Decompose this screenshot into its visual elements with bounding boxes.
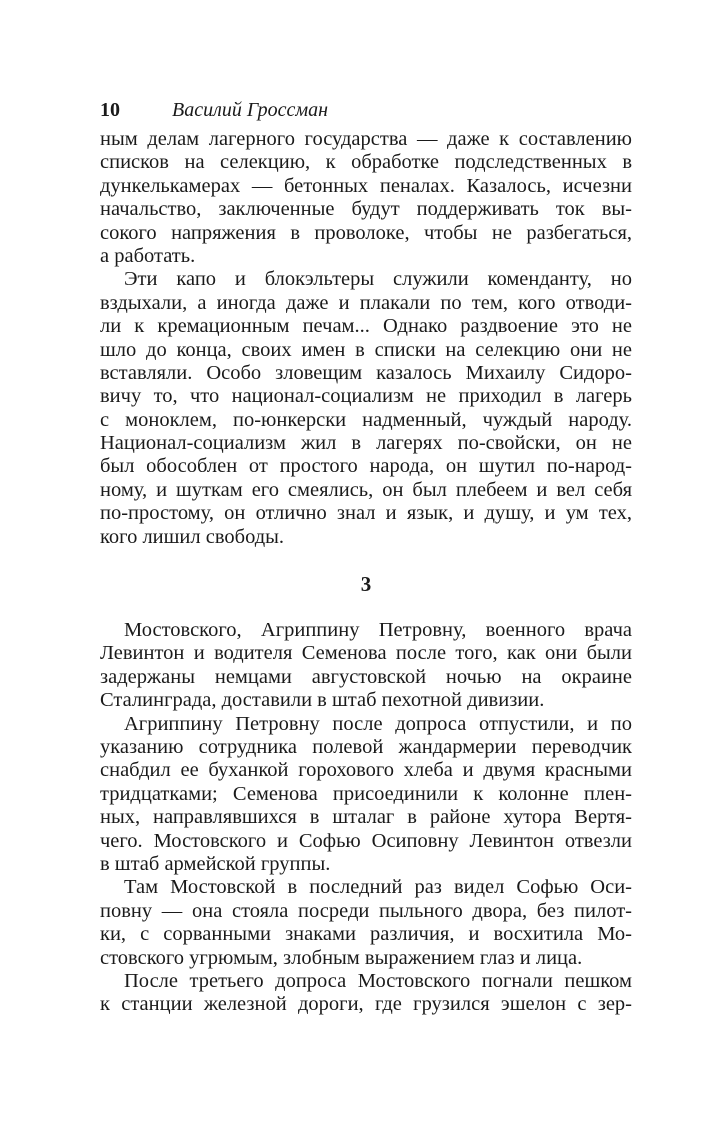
text-line: к станции железной дороги, где грузился эшелон с зер- [100, 993, 632, 1016]
paragraph [100, 713, 632, 877]
text-line: вздыхали, а иногда даже и плакали по тем, кого отводи- [100, 291, 632, 314]
text-line: ли к кремационным печам... Однако раздвоение это не [100, 315, 632, 338]
chapter-number: 3 [360, 572, 372, 597]
running-head [100, 92, 632, 128]
text-line: Левинтон и водителя Семенова после того, как они были [100, 642, 632, 665]
text-line: с моноклем, по-юнкерски надменный, чуждый народу. [100, 408, 632, 431]
text-line: задержаны немцами августовской ночью на окраине [100, 665, 632, 688]
text-line: ным делам лагерного государства — даже к составлению [100, 128, 632, 150]
text-line: Эти капо и блокэльтеры служили коменданту, но [124, 268, 632, 291]
text-line: сокого напряжения в проволоке, чтобы не разбегаться, [100, 221, 632, 244]
paragraph [100, 876, 632, 970]
text-line: Там Мостовской в последний раз видел Софью Оси- [124, 876, 632, 899]
text-line: в штаб армейской группы. [100, 852, 331, 875]
text-line: стовского угрюмым, злобным выражением глаз и лица. [100, 946, 583, 969]
text-line: вичу то, что национал-социализм не приходил в лагерь [100, 385, 632, 408]
text-line: После третьего допроса Мостовского погнали пешком [124, 969, 632, 992]
text-line: чего. Мостовского и Софью Осиповну Левинтон отвезли [100, 829, 632, 852]
section-2-text [100, 619, 632, 1017]
text-line: ных, направлявшихся в шталаг в районе хутора Вертя- [100, 806, 632, 829]
text-line: указанию сотрудника полевой жандармерии переводчик [100, 735, 632, 758]
text-line: был обособлен от простого народа, он шутил по-народ- [100, 455, 632, 478]
page-number: 10 [100, 99, 120, 121]
text-line: снабдил ее буханкой горохового хлеба и двумя красными [100, 759, 632, 782]
paragraph [100, 128, 632, 268]
author-name: Василий Гроссман [172, 99, 329, 121]
text-line: тридцатками; Семенова присоединили к колонне плен- [100, 782, 632, 805]
text-line: начальство, заключенные будут поддерживать ток вы- [100, 198, 632, 221]
paragraph [100, 970, 632, 1017]
text-line: шло до конца, своих имен в списки на селекцию они не [100, 338, 632, 361]
text-line: а работать. [100, 244, 196, 267]
text-line: кого лишил свободы. [100, 525, 285, 548]
text-line: Сталинграда, доставили в штаб пехотной дивизии. [100, 689, 545, 712]
text-line: ки, с сорванными знаками различия, и восхитила Мо- [100, 923, 632, 946]
section-1-text [100, 128, 632, 549]
book-page [100, 92, 632, 1017]
text-line: дункелькамерах — бетонных пеналах. Казалось, исчезни [100, 174, 632, 197]
text-line: Мостовского, Агриппину Петровну, военного врача [124, 619, 632, 642]
paragraph [100, 268, 632, 549]
text-line: повну — она стояла посреди пыльного двора, без пилот- [100, 899, 632, 922]
text-line: списков на селекцию, к обработке подследственных в [100, 151, 632, 174]
text-line: ному, и шуткам его смеялись, он был плебеем и вел себя [100, 478, 632, 501]
text-line: Агриппину Петровну после допроса отпустили, и по [124, 712, 632, 735]
text-line: по-простому, он отлично знал и язык, и душу, и ум тех, [100, 502, 632, 525]
text-line: вставляли. Особо зловещим казалось Михаилу Сидоро- [100, 361, 632, 384]
paragraph [100, 619, 632, 713]
text-line: Национал-социализм жил в лагерях по-свойски, он не [100, 432, 632, 455]
